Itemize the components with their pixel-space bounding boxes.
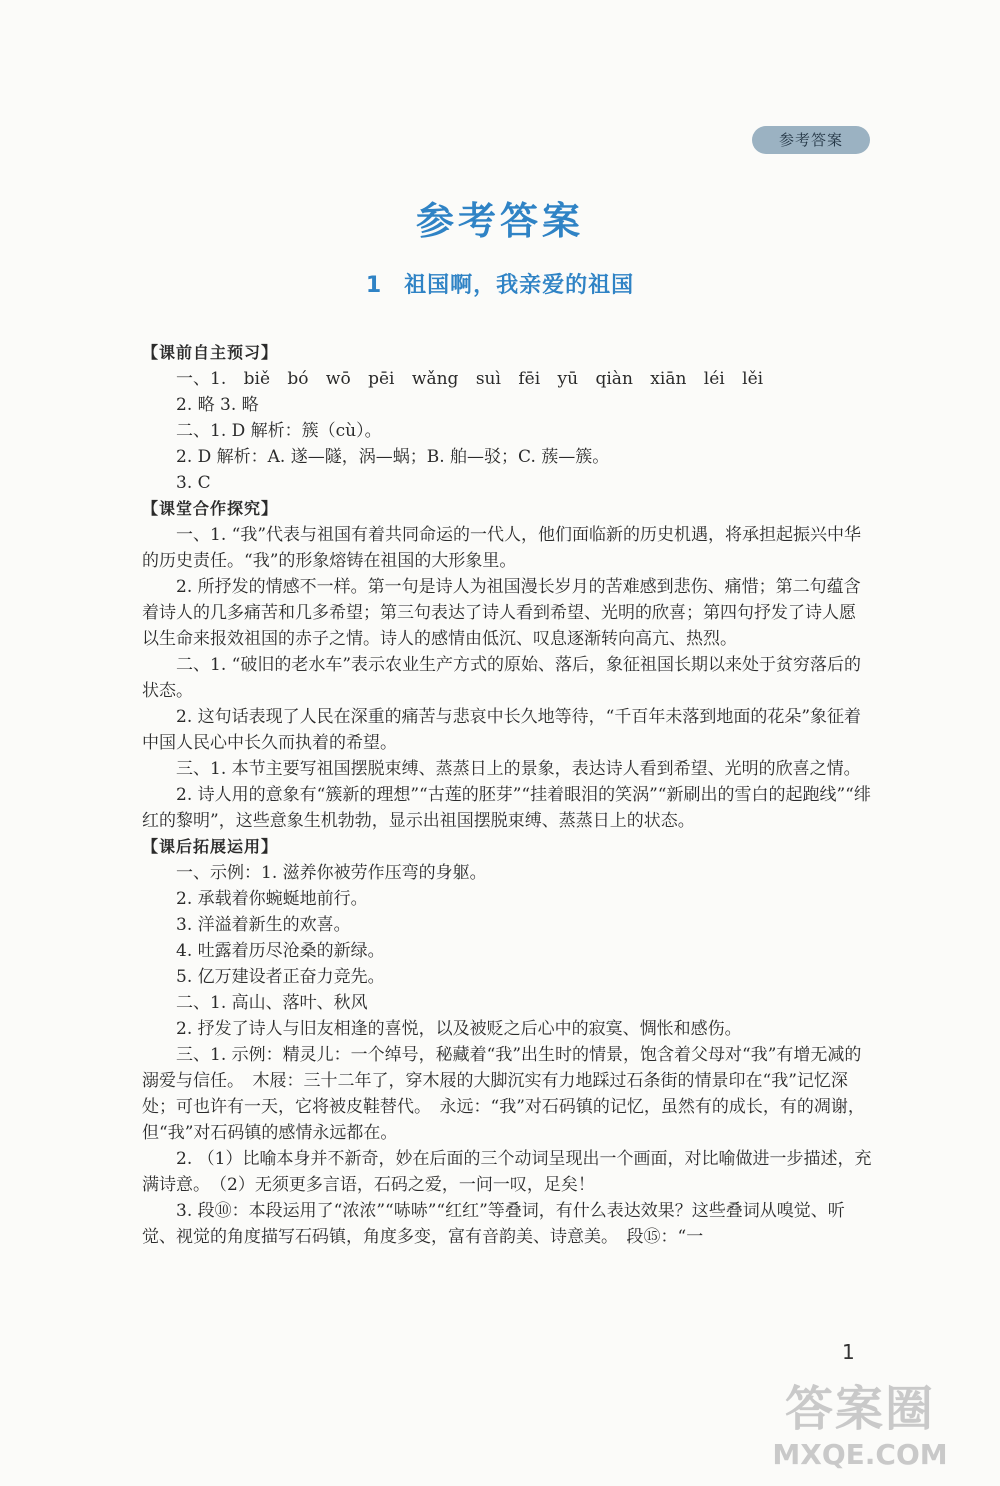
classroom-para-2: 2. 所抒发的情感不一样。第一句是诗人为祖国漫长岁月的苦难感到悲伤、痛惜；第二句蕴含着诗人的几多痛苦和几多希望；第三句表达了诗人看到希望、光明的欣喜；第四句抒发了诗人愿以生命来报效祖国的赤子之情。诗人的感情由低沉、叹息逐渐转向高亢、热烈。 (142, 577, 861, 649)
classroom-para-4: 2. 这句话表现了人民在深重的痛苦与悲哀中长久地等待，“千百年未落到地面的花朵”象征着中国人民心中长久而执着的希望。 (142, 707, 862, 753)
section-tag: 参考答案 (752, 126, 870, 154)
preview-line-3: 二、1. D 解析：簇（cù）。 (176, 421, 382, 441)
watermark-url: MXQE.COM (772, 1438, 948, 1471)
page-title: 参考答案 (415, 199, 584, 243)
lesson-name: 祖国啊，我亲爱的祖国 (404, 273, 635, 298)
classroom-para-6: 2. 诗人用的意象有“簇新的理想”“古莲的胚芽”“挂着眼泪的笑涡”“新刷出的雪白的起跑线”“绯红的黎明”，这些意象生机勃勃，显示出祖国摆脱束缚、蒸蒸日上的状态。 (142, 785, 871, 831)
lesson-number: 1 (365, 273, 383, 298)
section-heading-preview: 【课前自主预习】 (142, 343, 279, 362)
answer-content (142, 340, 872, 1250)
extension-line-2: 2. 承载着你蜿蜒地前行。 (176, 889, 368, 909)
extension-line-3: 3. 洋溢着新生的欢喜。 (176, 915, 351, 935)
preview-line-5: 3. C (176, 473, 211, 493)
preview-line-1: 一、1. biě bó wō pēi wǎng suì fēi yū qiàn xiān léi lěi (176, 369, 764, 389)
extension-line-6: 二、1. 高山、落叶、秋风 (176, 993, 368, 1013)
extension-para-3: 3. 段⑩：本段运用了“浓浓”“哧哧”“红红”等叠词，有什么表达效果？这些叠词从嗅觉、听觉、视觉的角度描写石码镇，角度多变，富有音韵美、诗意美。 段⑮：“一 (142, 1201, 845, 1247)
lesson-title (0, 268, 1000, 299)
section-heading-classroom: 【课堂合作探究】 (142, 499, 279, 518)
preview-line-4: 2. D 解析：A. 遂—隧，涡—蜗；B. 舶—驳；C. 蔟—簇。 (176, 447, 610, 467)
extension-line-5: 5. 亿万建设者正奋力竞先。 (176, 967, 385, 987)
extension-line-7: 2. 抒发了诗人与旧友相逢的喜悦，以及被贬之后心中的寂寞、惆怅和感伤。 (176, 1019, 742, 1039)
extension-para-1: 三、1. 示例：精灵儿：一个绰号，秘藏着“我”出生时的情景，饱含着父母对“我”有增无减的溺爱与信任。 木屐：三十二年了，穿木屐的大脚沉实有力地踩过石条街的情景印在“我”记忆深处；可也许有一天，它将被皮鞋替代。 永远：“我”对石码镇的记忆，虽然有的成长，有的凋谢，但“我”对石码镇的感情永远都在。 (142, 1045, 865, 1143)
extension-line-1: 一、示例：1. 滋养你被劳作压弯的身躯。 (176, 863, 487, 883)
classroom-para-3: 二、1. “破旧的老水车”表示农业生产方式的原始、落后，象征祖国长期以来处于贫穷落后的状态。 (142, 655, 862, 701)
extension-line-4: 4. 吐露着历尽沧桑的新绿。 (176, 941, 385, 961)
extension-para-2: 2. （1）比喻本身并不新奇，妙在后面的三个动词呈现出一个画面，对比喻做进一步描述，充满诗意。 （2）无须更多言语，石码之爱，一问一叹，足矣！ (142, 1149, 872, 1195)
section-heading-extension: 【课后拓展运用】 (142, 837, 279, 856)
classroom-para-5: 三、1. 本节主要写祖国摆脱束缚、蒸蒸日上的景象，表达诗人看到希望、光明的欣喜之情。 (176, 759, 861, 779)
preview-line-2: 2. 略 3. 略 (176, 395, 259, 415)
watermark (740, 1380, 980, 1476)
watermark-logo: 答案圈 (784, 1381, 935, 1437)
page-number: 1 (842, 1340, 855, 1364)
classroom-para-1: 一、1. “我”代表与祖国有着共同命运的一代人，他们面临新的历史机遇，将承担起振兴中华的历史责任。“我”的形象熔铸在祖国的大形象里。 (142, 525, 862, 571)
